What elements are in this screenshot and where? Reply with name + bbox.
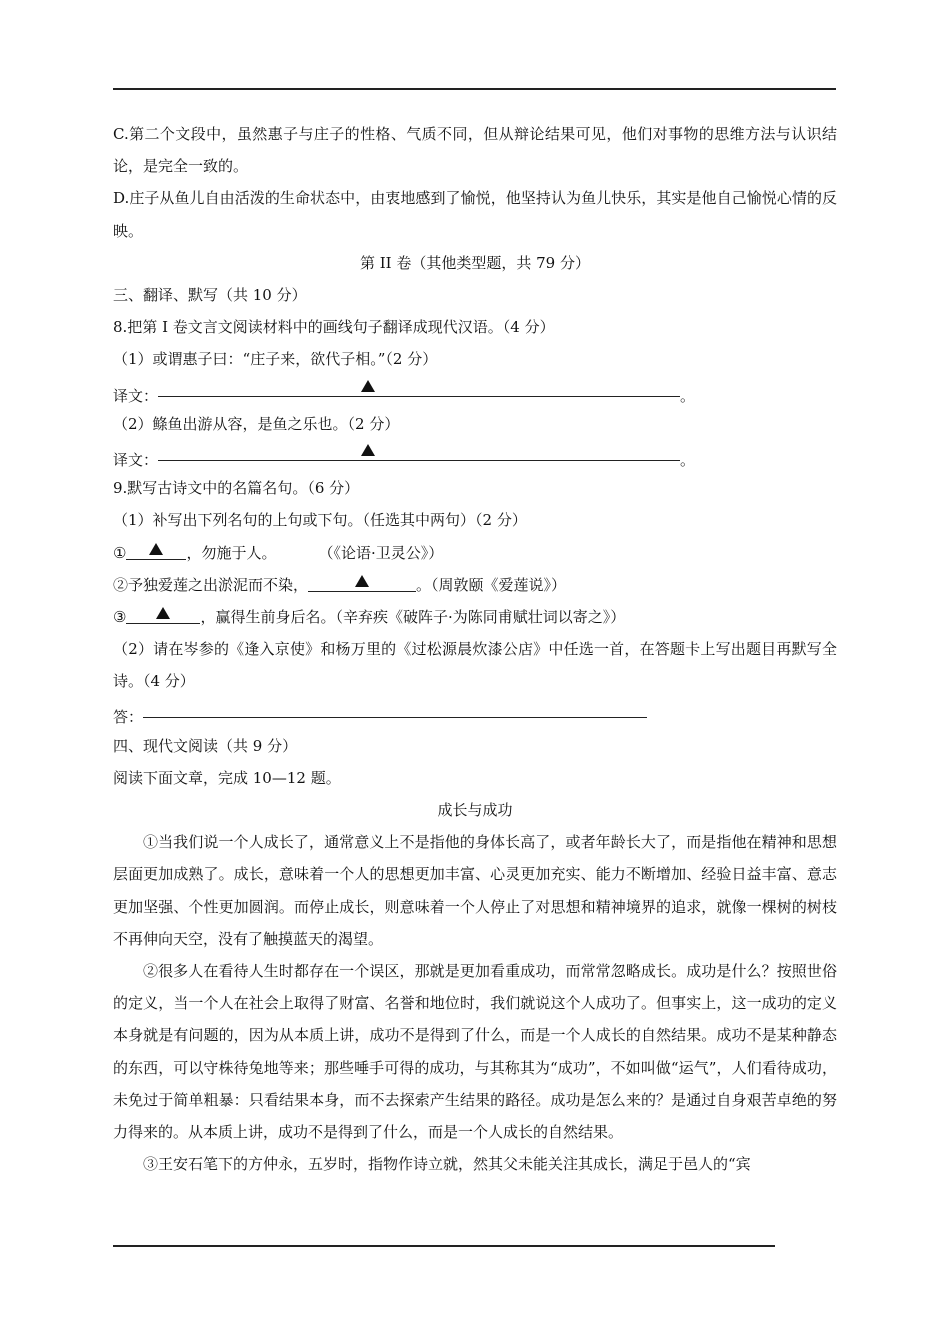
- question-9-2: （2）请在岑参的《逢入京使》和杨万里的《过松源晨炊漆公店》中任选一首，在答题卡上写出题目再默写全诗。（4 分）: [113, 640, 837, 691]
- triangle-marker-icon: [361, 444, 375, 456]
- translation-label: 译文：: [113, 450, 159, 469]
- period: 。: [680, 386, 696, 405]
- translation-blank-2[interactable]: [158, 440, 680, 461]
- period: 。: [680, 450, 696, 469]
- recite-item-3: [113, 601, 837, 633]
- section-4-title: 四、现代文阅读（共 9 分）: [113, 736, 298, 755]
- answer-label: 答：: [113, 708, 144, 727]
- translation-line-1: [113, 376, 837, 408]
- article-paragraph-3: ③王安石笔下的方仲永，五岁时，指物作诗立就，然其父未能关注其成长，满足于邑人的“宾: [143, 1155, 751, 1174]
- item-3-number: ③: [113, 607, 127, 626]
- question-8: 8.把第 I 卷文言文阅读材料中的画线句子翻译成现代汉语。（4 分）: [113, 318, 555, 337]
- recite-blank-2[interactable]: [308, 571, 416, 592]
- answer-line: [113, 697, 837, 729]
- reading-instruction: 阅读下面文章，完成 10—12 题。: [113, 768, 341, 787]
- item-2-text: ②予独爱莲之出淤泥而不染，: [113, 575, 309, 594]
- section-3-title: 三、翻译、默写（共 10 分）: [113, 286, 307, 304]
- question-8-2: （2）鲦鱼出游从容，是鱼之乐也。（2 分）: [113, 414, 400, 433]
- question-8-1: （1）或谓惠子曰：“庄子来，欲代子相。”（2 分）: [113, 350, 438, 369]
- item-1-source: （《论语·卫灵公》）: [318, 543, 444, 562]
- question-9: 9.默写古诗文中的名篇名句。（6 分）: [113, 479, 360, 498]
- question-9-1: （1）补写出下列名句的上句或下句。（任选其中两句）（2 分）: [113, 511, 527, 530]
- header-rule: [113, 88, 836, 90]
- footer-rule: [113, 1245, 775, 1247]
- recite-item-2: [113, 569, 837, 601]
- article-paragraph-2: ②很多人在看待人生时都存在一个误区，那就是更加看重成功，而常常忽略成长。成功是什么？按照世俗的定义，当一个人在社会上取得了财富、名誉和地位时，我们就说这个人成功了。但事实上，这一成功的定义本身就是有问题的，因为从本质上讲，成功不是得到了什么，而是一个人成长的自然结果。成功不是某种静态的东西，可以守株待兔地等来；那些唾手可得的成功，与其称其为“成功”，不如叫做“运气”，人们看待成功，未免过于简单粗暴：只看结果本身，而不去探索产生结果的路径。成功是怎么来的？是通过自身艰苦卓绝的努力得来的。从本质上讲，成功不是得到了什么，而是一个人成长的自然结果。: [113, 962, 837, 1142]
- answer-blank[interactable]: [143, 697, 647, 718]
- triangle-marker-icon: [156, 607, 170, 619]
- item-2-source: 。（周敦颐《爱莲说》）: [416, 575, 567, 594]
- translation-label: 译文：: [113, 386, 159, 405]
- exam-page: [113, 118, 837, 1180]
- recite-item-1: [113, 537, 837, 569]
- translation-line-2: [113, 440, 837, 472]
- option-d: D.庄子从鱼儿自由活泼的生命状态中，由衷地感到了愉悦，他坚持认为鱼儿快乐，其实是他自己愉悦心情的反映。: [113, 189, 837, 240]
- article-title: 成长与成功: [437, 801, 513, 820]
- triangle-marker-icon: [361, 380, 375, 392]
- option-c: C.第二个文段中，虽然惠子与庄子的性格、气质不同，但从辩论结果可见，他们对事物的思维方法与认识结论，是完全一致的。: [113, 125, 837, 176]
- item-1-text: ，勿施于人。: [186, 543, 277, 562]
- triangle-marker-icon: [355, 575, 369, 587]
- volume-2-title: 第 II 卷（其他类型题，共 79 分）: [359, 253, 590, 272]
- recite-blank-3[interactable]: [126, 603, 200, 624]
- item-1-number: ①: [113, 543, 127, 562]
- triangle-marker-icon: [149, 543, 163, 555]
- item-3-text: ，赢得生前身后名。（辛弃疾《破阵子·为陈同甫赋壮词以寄之》）: [200, 607, 626, 626]
- translation-blank-1[interactable]: [158, 376, 680, 397]
- recite-blank-1[interactable]: [126, 539, 186, 560]
- article-paragraph-1: ①当我们说一个人成长了，通常意义上不是指他的身体长高了，或者年龄长大了，而是指他在精神和思想层面更加成熟了。成长，意味着一个人的思想更加丰富、心灵更加充实、能力不断增加、经验日益丰富、意志更加坚强、个性更加圆润。而停止成长，则意味着一个人停止了对思想和精神境界的追求，就像一棵树的树枝不再伸向天空，没有了触摸蓝天的渴望。: [113, 833, 837, 948]
